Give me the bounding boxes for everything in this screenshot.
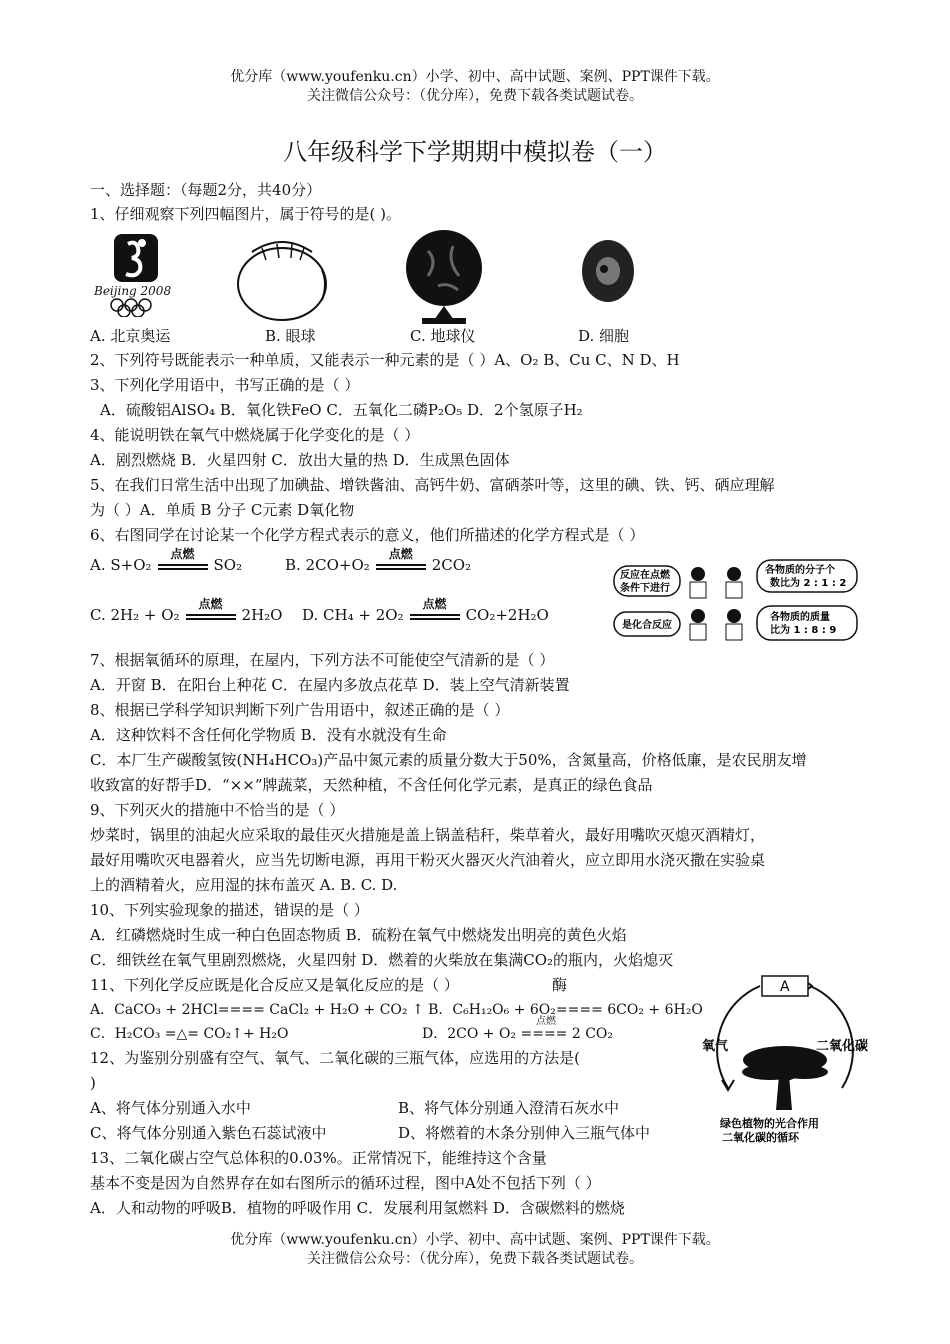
- globe-drawing: [398, 226, 490, 326]
- q13-stem-2: 基本不变是因为自然界存在如右图所示的循环过程，图中A处不包括下列（ ）: [90, 1174, 601, 1192]
- svg-text:各物质的分子个: 各物质的分子个: [765, 565, 835, 576]
- q1-option-d: D. 细胞: [578, 327, 630, 345]
- q11-enzyme-label: 酶: [552, 976, 568, 994]
- q12-stem: 12、为鉴别分别盛有空气、氧气、二氧化碳的三瓶气体，应选用的方法是(: [90, 1049, 580, 1067]
- q3-stem: 3、下列化学用语中，书写正确的是（ ）: [90, 376, 360, 394]
- q12-option-d: D、将燃着的木条分别伸入三瓶气体中: [398, 1124, 651, 1142]
- q9-line-2: 最好用嘴吹灭电器着火，应当先切断电源，再用干粉灭火器灭火汽油着火，应立即用水浇灭撒在实验桌: [90, 851, 766, 869]
- beijing-2008-text: Beijing 2008: [94, 284, 172, 298]
- q10-line-2: C．细铁丝在氧气里剧烈燃烧，火星四射 D．燃着的火柴放在集满CO₂的瓶内，火焰熄灭: [90, 951, 674, 969]
- q6-option-d: D. CH₄ + 2O₂ 点燃 CO₂+2H₂O: [302, 597, 549, 624]
- q12-stem-end: ): [90, 1074, 96, 1092]
- q4-stem: 4、能说明铁在氧气中燃烧属于化学变化的是（ ）: [90, 426, 420, 444]
- footer-line-2: 关注微信公众号：（优分库），免费下载各类试题试卷。: [307, 1251, 643, 1267]
- cycle-co2-label: 二氧化碳: [816, 1039, 869, 1054]
- bubble-1-line-2: 条件下进行: [620, 583, 670, 594]
- q3-options: A．硫酸铝AlSO₄ B．氧化铁FeO C．五氧化二磷P₂O₅ D．2个氢原子H₂: [100, 401, 583, 419]
- beijing-olympics-emblem: [92, 232, 192, 317]
- page-title: 八年级科学下学期期中模拟卷（一）: [283, 138, 667, 166]
- cell-drawing: [578, 236, 638, 306]
- q11-ignite-label: 点燃: [536, 1016, 556, 1027]
- q5-options: 为（ ）A．单质 B 分子 C元素 D氧化物: [90, 501, 355, 519]
- q7-options: A．开窗 B．在阳台上种花 C．在屋内多放点花草 D．装上空气清新装置: [90, 676, 570, 694]
- section-heading: 一、选择题：（每题2分，共40分）: [90, 181, 322, 199]
- footer-line-1: 优分库（www.youfenku.cn）小学、初中、高中试题、案例、PPT课件下载。: [230, 1232, 720, 1248]
- q12-option-b: B、将气体分别通入澄清石灰水中: [398, 1099, 620, 1117]
- q6-option-c: C. 2H₂ + O₂ 点燃 2H₂O: [90, 597, 283, 624]
- q11-option-c: C．H₂CO₃ =△= CO₂↑+ H₂O: [90, 1026, 289, 1042]
- q6-option-b: B. 2CO+O₂ 点燃 2CO₂: [285, 547, 472, 574]
- cycle-box-a: A: [780, 979, 790, 995]
- q13-stem: 13、二氧化碳占空气总体积的0.03%。正常情况下，能维持这个含量: [90, 1149, 547, 1167]
- bubble-1-line-1: 反应在点燃: [620, 570, 670, 581]
- q1-option-c: C. 地球仪: [410, 327, 476, 345]
- q11-option-d: D．2CO + O₂ ==== 2 CO₂: [422, 1026, 614, 1042]
- q8-option-cd: 收致富的好帮手D．“××”牌蔬菜，天然种植，不含任何化学元素，是真正的绿色食品: [90, 776, 653, 794]
- q9-line-3: 上的酒精着火，应用湿的抹布盖灭 A. B. C. D.: [90, 876, 398, 894]
- q11-stem: 11、下列化学反应既是化合反应又是氧化反应的是（ ）: [90, 976, 459, 994]
- svg-text:各物质的质量: 各物质的质量: [770, 612, 830, 623]
- cycle-caption-1: 绿色植物的光合作用: [720, 1117, 819, 1130]
- header-line-2: 关注微信公众号：（优分库），免费下载各类试题试卷。: [307, 88, 643, 104]
- q1-stem: 1、仔细观察下列四幅图片，属于符号的是( )。: [90, 205, 402, 223]
- q8-stem: 8、根据已学科学知识判断下列广告用语中，叙述正确的是（ ）: [90, 701, 510, 719]
- q6-option-a: A. S+O₂ 点燃 SO₂: [90, 547, 243, 574]
- q8-option-ab: A．这种饮料不含任何化学物质 B．没有水就没有生命: [90, 726, 447, 744]
- q6-stem: 6、右图同学在讨论某一个化学方程式表示的意义，他们所描述的化学方程式是（ ）: [90, 526, 645, 544]
- q12-option-a: A、将气体分别通入水中: [90, 1099, 251, 1117]
- q10-line-1: A．红磷燃烧时生成一种白色固态物质 B．硫粉在氧气中燃烧发出明亮的黄色火焰: [90, 926, 627, 944]
- q1-option-b: B. 眼球: [265, 327, 316, 345]
- q5-stem: 5、在我们日常生活中出现了加碘盐、增铁酱油、高钙牛奶、富硒茶叶等，这里的碘、铁、钙、硒应理解: [90, 476, 775, 494]
- q1-option-a: A. 北京奥运: [90, 327, 171, 345]
- q13-options: A．人和动物的呼吸B．植物的呼吸作用 C．发展利用氢燃料 D．含碳燃料的燃烧: [90, 1199, 625, 1217]
- q2-text: 2、下列符号既能表示一种单质，又能表示一种元素的是（ ）A、O₂ B、Cu C、N D、H: [90, 351, 680, 369]
- cycle-caption-2: 二氧化碳的循环: [722, 1131, 799, 1143]
- q8-option-c: C．本厂生产碳酸氢铵(NH₄HCO₃)产品中氮元素的质量分数大于50%，含氮量高，价格低廉，是农民朋友增: [90, 751, 807, 769]
- q9-line-1: 炒菜时，锅里的油起火应采取的最佳灭火措施是盖上锅盖秸秆，柴草着火，最好用嘴吹灭熄灭酒精灯，: [90, 826, 766, 844]
- q11-options-ab: A．CaCO₃ + 2HCl==== CaCl₂ + H₂O + CO₂ ↑ B．C₆H₁₂O₆ + 6O₂==== 6CO₂ + 6H₂O: [90, 1002, 703, 1018]
- svg-text:比为 1 : 8 : 9: 比为 1 : 8 : 9: [770, 625, 837, 636]
- cycle-oxygen-label: 氧气: [702, 1039, 729, 1054]
- header-line-1: 优分库（www.youfenku.cn）小学、初中、高中试题、案例、PPT课件下载。: [230, 69, 720, 85]
- q7-stem: 7、根据氧循环的原理，在屋内，下列方法不可能使空气清新的是（ ）: [90, 651, 555, 669]
- q6-discussion-figure: [612, 556, 862, 648]
- carbon-cycle-figure: [700, 968, 870, 1143]
- svg-text:是化合反应: 是化合反应: [622, 620, 672, 631]
- q4-options: A．剧烈燃烧 B．火星四射 C．放出大量的热 D．生成黑色固体: [90, 451, 510, 469]
- svg-text:数比为 2 : 1 : 2: 数比为 2 : 1 : 2: [770, 578, 847, 589]
- q9-stem: 9、下列灭火的措施中不恰当的是（ ）: [90, 801, 345, 819]
- q10-stem: 10、下列实验现象的描述，错误的是（ ）: [90, 901, 369, 919]
- eyeball-drawing: [232, 240, 332, 325]
- q12-option-c: C、将气体分别通入紫色石蕊试液中: [90, 1124, 327, 1142]
